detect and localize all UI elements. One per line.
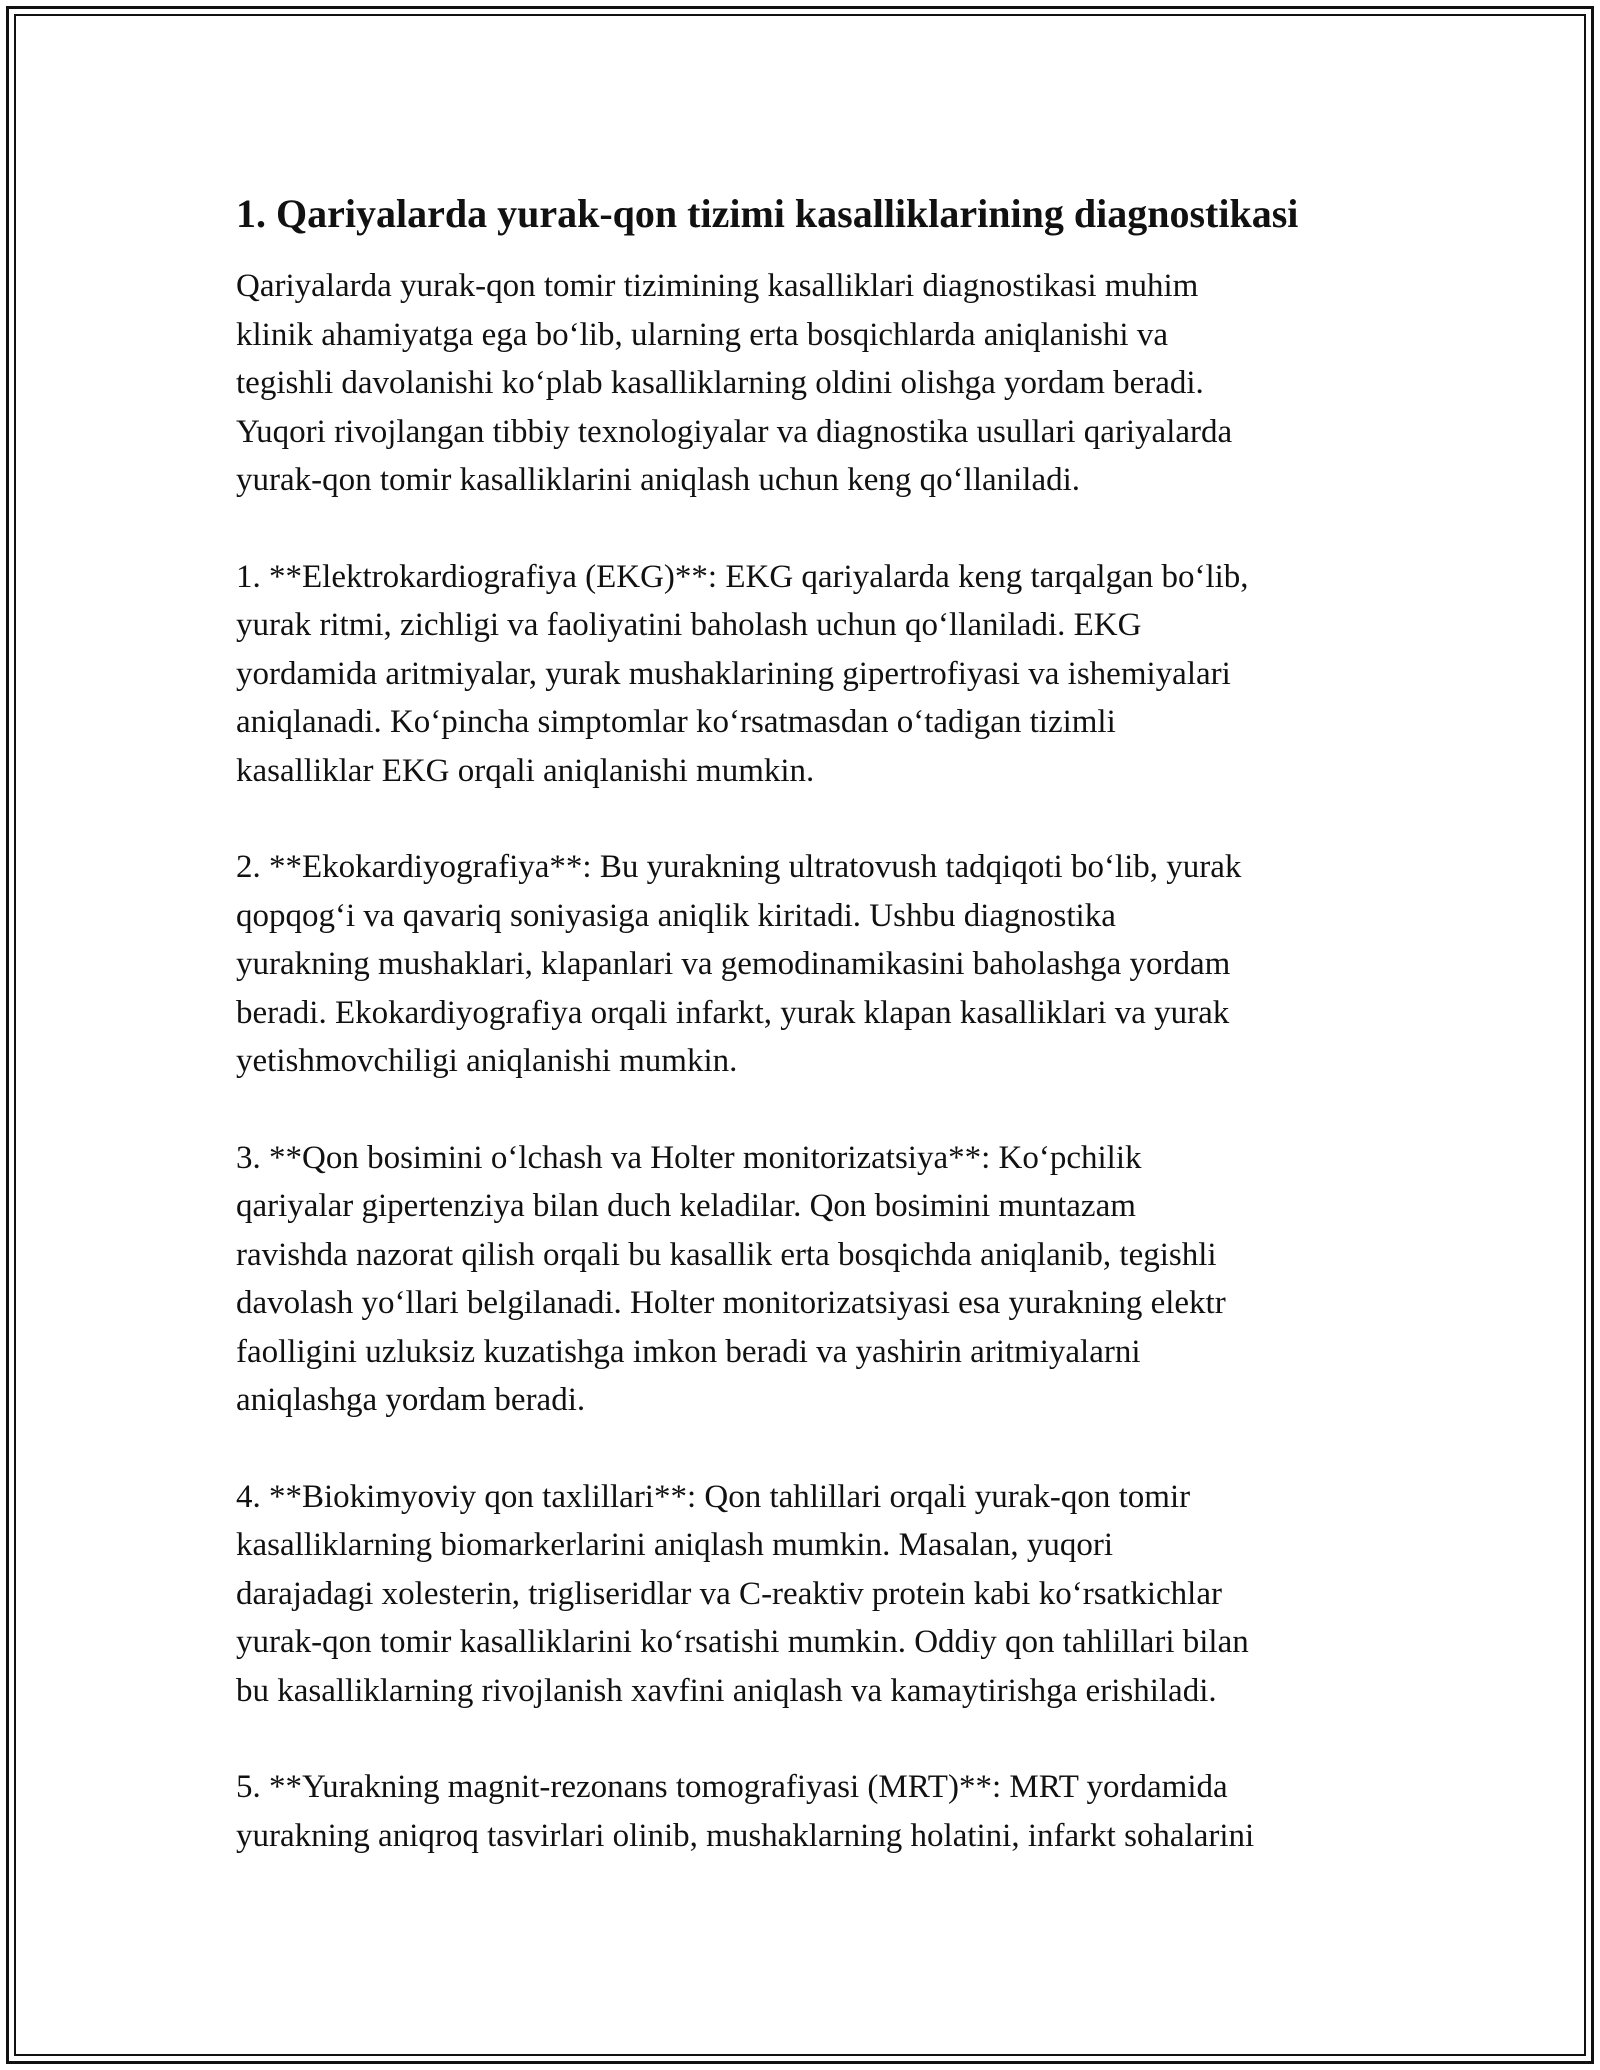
paragraph-mri: 5. **Yurakning magnit-rezonans tomografiyasi (MRT)**: MRT yordamida yurakning aniqroq tasvirlari olinib, mushaklarning holatini, infarkt sohalarini: [236, 1769, 1255, 1854]
paragraph-blood-pressure-holter: 3. **Qon bosimini o‘lchash va Holter monitorizatsiya**: Ko‘pchilik qariyalar gipertenziya bilan duch keladilar. Qon bosimini muntazam ravishda nazorat qilish orqali bu kasallik erta bosqichda aniqlanib, tegishli davolash yo‘llari belgilanadi. Holter monitorizatsiyasi esa yurakning elektr faolligini uzluksiz kuzatishga imkon beradi va yashirin aritmiyalarni aniqlashga yordam beradi.: [236, 1139, 1226, 1418]
document-body: [236, 190, 1416, 1860]
document-title: 1. Qariyalarda yurak-qon tizimi kasalliklarining diagnostikasi: [236, 191, 1299, 236]
paragraph-ekg: 1. **Elektrokardiografiya (EKG)**: EKG qariyalarda keng tarqalgan bo‘lib, yurak ritmi, zichligi va faoliyatini baholash uchun qo‘llaniladi. EKG yordamida aritmiyalar, yurak mushaklarining gipertrofiyasi va ishemiyalari aniqlanadi. Ko‘pincha simptomlar ko‘rsatmasdan o‘tadigan tizimli kasalliklar EKG orqali aniqlanishi mumkin.: [236, 558, 1249, 789]
paragraph-biochemical-tests: 4. **Biokimyoviy qon taxlillari**: Qon tahlillari orqali yurak-qon tomir kasalliklarning biomarkerlarini aniqlash mumkin. Masalan, yuqori darajadagi xolesterin, trigliseridlar va C-reaktiv protein kabi ko‘rsatkichlar yurak-qon tomir kasalliklarini ko‘rsatishi mumkin. Oddiy qon tahlillari bilan bu kasalliklarning rivojlanish xavfini aniqlash va kamaytirishga erishiladi.: [236, 1478, 1249, 1709]
paragraph-echocardiography: 2. **Ekokardiyografiya**: Bu yurakning ultratovush tadqiqoti bo‘lib, yurak qopqog‘i va qavariq soniyasiga aniqlik kiritadi. Ushbu diagnostika yurakning mushaklari, klapanlari va gemodinamikasini baholashga yordam beradi. Ekokardiyografiya orqali infarkt, yurak klapan kasalliklari va yurak yetishmovchiligi aniqlanishi mumkin.: [236, 849, 1242, 1079]
paragraph-intro: Qariyalarda yurak-qon tomir tizimining kasalliklari diagnostikasi muhim klinik ahamiyatga ega bo‘lib, ularning erta bosqichlarda aniqlanishi va tegishli davolanishi ko‘plab kasalliklarning oldini olishga yordam beradi. Yuqori rivojlangan tibbiy texnologiyalar va diagnostika usullari qariyalarda yurak-qon tomir kasalliklarini aniqlash uchun keng qo‘llaniladi.: [236, 268, 1233, 498]
